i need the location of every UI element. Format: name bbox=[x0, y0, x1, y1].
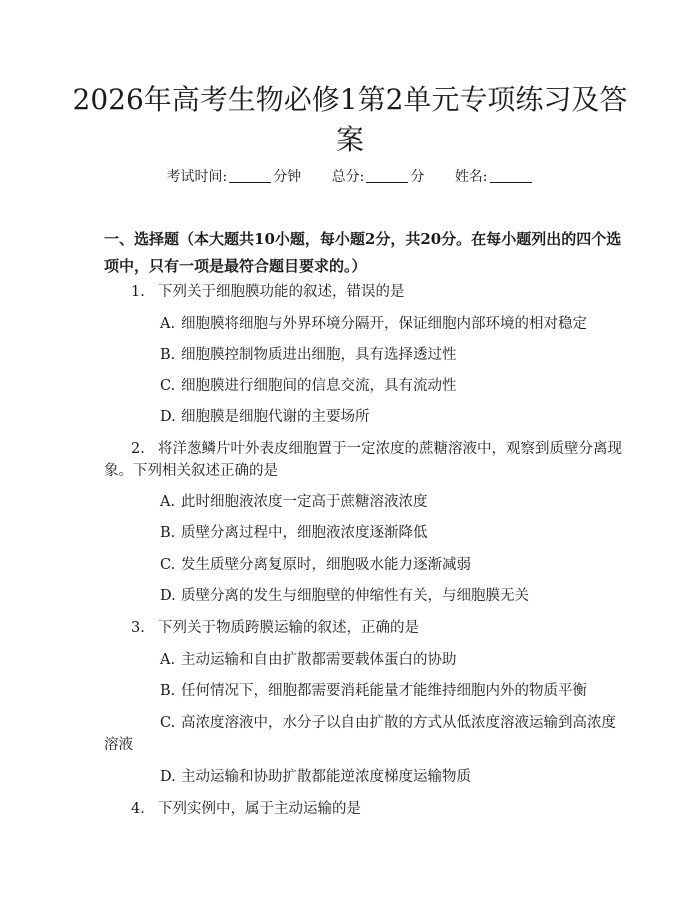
score-blank bbox=[366, 168, 408, 183]
option-label: D. bbox=[160, 409, 176, 425]
name-field bbox=[455, 166, 534, 188]
question-text: 下列关于物质跨膜运输的叙述，正确的是 bbox=[158, 620, 419, 636]
time-blank bbox=[229, 168, 271, 183]
question-number: 1. bbox=[131, 284, 145, 300]
option-text: 细胞膜进行细胞间的信息交流，具有流动性 bbox=[181, 378, 457, 394]
score-label: 总分: bbox=[331, 169, 365, 185]
question-3-option-d bbox=[160, 766, 471, 788]
question-1-option-d bbox=[160, 406, 370, 428]
section-heading: 一、选择题（本大题共10小题，每小题2分，共20分。在每小题列出的四个选项中，只有一项是最符合题目要求的。） bbox=[104, 230, 622, 275]
option-text: 高浓度溶液中，水分子以自由扩散的方式从低浓度溶液运输到高浓度 bbox=[181, 715, 616, 731]
question-number: 4. bbox=[131, 801, 145, 817]
question-text: 下列关于细胞膜功能的叙述，错误的是 bbox=[158, 284, 405, 300]
time-label: 考试时间: bbox=[166, 169, 228, 185]
score-unit: 分 bbox=[410, 169, 425, 185]
question-number: 3. bbox=[131, 620, 145, 636]
option-text: 主动运输和自由扩散都需要载体蛋白的协助 bbox=[181, 652, 457, 668]
name-blank bbox=[490, 168, 532, 183]
option-label: B. bbox=[160, 347, 176, 363]
option-text: 细胞膜将细胞与外界环境分隔开，保证细胞内部环境的相对稳定 bbox=[181, 316, 587, 332]
question-1-stem bbox=[131, 281, 405, 303]
option-text: 溶液 bbox=[104, 737, 133, 753]
page-title: 2026年高考生物必修1第2单元专项练习及答案 bbox=[72, 83, 628, 156]
name-label: 姓名: bbox=[454, 169, 488, 185]
question-1-option-b bbox=[160, 344, 457, 366]
option-text: 主动运输和协助扩散都能逆浓度梯度运输物质 bbox=[181, 769, 471, 785]
exam-time-field bbox=[166, 166, 301, 188]
option-label: C. bbox=[160, 715, 176, 731]
option-label: C. bbox=[160, 557, 176, 573]
question-3-option-c-continued bbox=[104, 734, 133, 756]
question-3-stem bbox=[131, 617, 419, 639]
question-2-option-c bbox=[160, 554, 471, 576]
option-text: 质壁分离过程中，细胞液浓度逐渐降低 bbox=[181, 525, 428, 541]
question-2-stem-continued bbox=[104, 460, 278, 482]
question-2-option-d bbox=[160, 585, 529, 607]
question-4-stem bbox=[131, 798, 361, 820]
question-3-option-a bbox=[160, 649, 457, 671]
question-text: 将洋葱鳞片叶外表皮细胞置于一定浓度的蔗糖溶液中，观察到质壁分离现 bbox=[158, 441, 622, 457]
question-text: 象。下列相关叙述正确的是 bbox=[104, 463, 278, 479]
question-2-stem bbox=[131, 438, 622, 460]
question-number: 2. bbox=[131, 441, 145, 457]
question-3-option-b bbox=[160, 680, 587, 702]
option-text: 细胞膜是细胞代谢的主要场所 bbox=[181, 409, 370, 425]
option-label: B. bbox=[160, 525, 176, 541]
option-label: D. bbox=[160, 588, 176, 604]
option-text: 发生质壁分离复原时，细胞吸水能力逐渐减弱 bbox=[181, 557, 471, 573]
option-label: D. bbox=[160, 769, 176, 785]
question-1-option-c bbox=[160, 375, 457, 397]
option-text: 细胞膜控制物质进出细胞，具有选择透过性 bbox=[181, 347, 457, 363]
time-unit: 分钟 bbox=[273, 169, 302, 185]
option-text: 质壁分离的发生与细胞壁的伸缩性有关，与细胞膜无关 bbox=[181, 588, 529, 604]
option-label: B. bbox=[160, 683, 176, 699]
question-2-option-b bbox=[160, 522, 428, 544]
question-text: 下列实例中，属于主动运输的是 bbox=[158, 801, 361, 817]
total-score-field bbox=[332, 166, 425, 188]
option-label: A. bbox=[160, 652, 176, 668]
exam-info-line bbox=[0, 166, 700, 188]
question-2-option-a bbox=[160, 491, 428, 513]
option-text: 任何情况下，细胞都需要消耗能量才能维持细胞内外的物质平衡 bbox=[181, 683, 587, 699]
option-text: 此时细胞液浓度一定高于蔗糖溶液浓度 bbox=[181, 494, 428, 510]
question-1-option-a bbox=[160, 313, 587, 335]
option-label: A. bbox=[160, 494, 176, 510]
option-label: C. bbox=[160, 378, 176, 394]
question-3-option-c bbox=[160, 712, 616, 734]
option-label: A. bbox=[160, 316, 176, 332]
